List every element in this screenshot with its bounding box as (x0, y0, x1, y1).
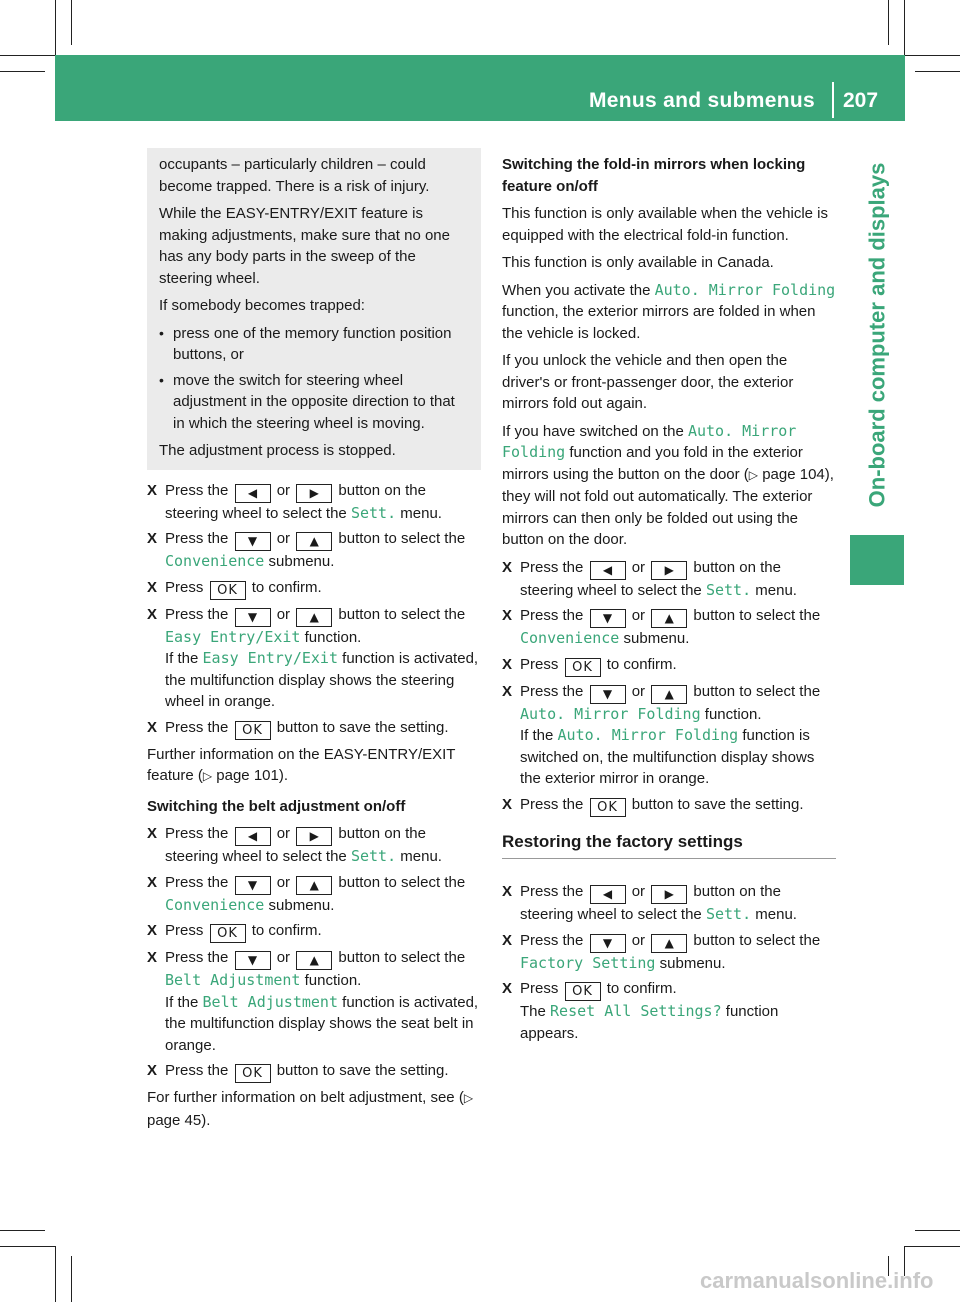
ok-key-icon: OK (210, 924, 246, 943)
info-paragraph: Further information on the EASY-ENTRY/EXIT feature (▷ page 101). (147, 745, 456, 784)
up-arrow-key-icon: ▲ (296, 951, 332, 970)
warning-text: If somebody becomes trapped: (159, 297, 365, 314)
down-arrow-key-icon: ▼ (235, 532, 271, 551)
right-arrow-key-icon: ▶ (651, 885, 687, 904)
instruction-step: X Press the ◀ or ▶ button on the steering wheel to select the Sett. menu. (147, 480, 481, 525)
crop-mark (0, 1230, 45, 1231)
instruction-step: X Press the ▼ or ▲ button to select the Belt Adjustment function. If the Belt Adjustment function is activated, the multifunction display shows the seat belt in orange. (147, 947, 481, 1056)
crop-mark (0, 71, 45, 72)
right-arrow-key-icon: ▶ (296, 484, 332, 503)
display-text: Sett. (705, 580, 752, 599)
down-arrow-key-icon: ▼ (590, 685, 626, 704)
instruction-step: X Press the ▼ or ▲ button to select the Factory Setting submenu. (502, 930, 836, 975)
display-text: Reset All Settings? (550, 1002, 722, 1020)
right-arrow-key-icon: ▶ (296, 827, 332, 846)
up-arrow-key-icon: ▲ (296, 876, 332, 895)
warning-list (159, 323, 469, 435)
chapter-marker (850, 535, 904, 585)
ok-key-icon: OK (565, 982, 601, 1001)
crop-mark (915, 1230, 960, 1231)
page-reference-icon: ▷ (463, 1091, 474, 1105)
display-text: Sett. (350, 847, 397, 865)
down-arrow-key-icon: ▼ (590, 934, 626, 953)
display-text: Convenience (165, 895, 265, 914)
instruction-step: X Press the ◀ or ▶ button on the steering wheel to select the Sett. menu. (502, 881, 836, 926)
display-text: Sett. (705, 905, 752, 923)
crop-mark (0, 55, 55, 56)
ok-key-icon: OK (235, 1064, 271, 1083)
crop-mark (71, 1256, 72, 1302)
left-arrow-key-icon: ◀ (590, 885, 626, 904)
display-text: Factory Setting (520, 953, 656, 972)
instruction-step: X Press the ▼ or ▲ button to select the Convenience submenu. (147, 528, 481, 573)
display-text: Auto. Mirror Folding (502, 421, 797, 461)
body-paragraph: If you unlock the vehicle and then open the driver's or front-passenger door, the exterior mirrors fold out again. (502, 352, 794, 412)
ok-key-icon: OK (565, 658, 601, 677)
left-arrow-key-icon: ◀ (590, 561, 626, 580)
display-text: Sett. (350, 503, 397, 522)
header-divider (832, 82, 834, 118)
body-paragraph: This function is only available when the vehicle is equipped with the electrical fold-in function. (502, 205, 829, 244)
body-paragraph: When you activate the Auto. Mirror Folding function, the exterior mirrors are folded in when the vehicle is locked. (502, 280, 836, 342)
down-arrow-key-icon: ▼ (590, 609, 626, 628)
crop-mark (904, 0, 905, 55)
instruction-step: X Press the ◀ or ▶ button on the steering wheel to select the Sett. menu. (147, 823, 481, 868)
left-arrow-key-icon: ◀ (235, 484, 271, 503)
display-text: Belt Adjustment (165, 971, 301, 989)
crop-mark (71, 0, 72, 45)
right-arrow-key-icon: ▶ (651, 561, 687, 580)
crop-mark (915, 71, 960, 72)
warning-bullet: • press one of the memory function position buttons, or (159, 323, 469, 366)
body-paragraph: If you have switched on the Auto. Mirror Folding function and you fold in the exterior mirrors using the button on the door (▷ page 104), they will not fold out automatically. The exterior mirrors can then only be folded out using the button on the door. (502, 421, 834, 548)
instruction-step: X Press OK to confirm. (147, 577, 481, 600)
display-text: Easy Entry/Exit (165, 627, 301, 646)
instruction-step: X Press the ◀ or ▶ button on the steering wheel to select the Sett. menu. (502, 557, 836, 602)
left-column (147, 150, 481, 1137)
subheading: Switching the fold-in mirrors when locking feature on/off (502, 156, 806, 195)
instruction-step: X Press OK to confirm. (502, 654, 836, 677)
warning-bullet: • move the switch for steering wheel adjustment in the opposite direction to that in which the steering wheel is moving. (159, 370, 469, 435)
crop-mark (55, 0, 56, 55)
instruction-step: X Press the OK button to save the setting. (147, 717, 481, 740)
up-arrow-key-icon: ▲ (651, 685, 687, 704)
crop-mark (905, 55, 960, 56)
instruction-step: X Press OK to confirm. The Reset All Settings? function appears. (502, 978, 836, 1044)
subheading: Switching the belt adjustment on/off (147, 797, 406, 815)
crop-mark (888, 0, 889, 45)
body-paragraph: This function is only available in Canada. (502, 254, 774, 271)
up-arrow-key-icon: ▲ (651, 609, 687, 628)
instruction-step: X Press the ▼ or ▲ button to select the Convenience submenu. (502, 605, 836, 650)
up-arrow-key-icon: ▲ (296, 532, 332, 551)
ok-key-icon: OK (210, 581, 246, 600)
warning-text: While the EASY-ENTRY/EXIT feature is making adjustments, make sure that no one has any body parts in the sweep of the steering wheel. (159, 205, 450, 287)
side-tab (850, 160, 904, 510)
warning-text: occupants – particularly children – could become trapped. There is a risk of injury. (159, 156, 430, 195)
up-arrow-key-icon: ▲ (296, 608, 332, 627)
page-reference-icon: ▷ (202, 769, 213, 783)
instruction-step: X Press the ▼ or ▲ button to select the Convenience submenu. (147, 872, 481, 917)
ok-key-icon: OK (235, 721, 271, 740)
crop-mark (55, 1246, 56, 1302)
instruction-step: X Press the OK button to save the setting. (147, 1060, 481, 1083)
instruction-step: X Press the ▼ or ▲ button to select the Easy Entry/Exit function. If the Easy Entry/Exit function is activated, the multifunction display shows the steering wheel in orange. (147, 604, 481, 713)
crop-mark (0, 1246, 55, 1247)
down-arrow-key-icon: ▼ (235, 608, 271, 627)
page-reference-icon: ▷ (748, 467, 759, 482)
down-arrow-key-icon: ▼ (235, 951, 271, 970)
display-text: Convenience (520, 629, 620, 647)
instruction-step: X Press the ▼ or ▲ button to select the Auto. Mirror Folding function. If the Auto. Mirror Folding function is switched on, the multifunction display shows the exterior mirror in orange. (502, 681, 836, 790)
down-arrow-key-icon: ▼ (235, 876, 271, 895)
watermark: carmanualsonline.info (700, 1268, 934, 1293)
display-text: Convenience (165, 552, 265, 570)
right-column (502, 150, 836, 1048)
display-text: Auto. Mirror Folding (557, 726, 739, 744)
warning-box (147, 148, 481, 470)
ok-key-icon: OK (590, 798, 626, 817)
page-number: 207 (843, 89, 879, 112)
instruction-step: X Press OK to confirm. (147, 920, 481, 943)
crop-mark (905, 1246, 960, 1247)
info-paragraph: For further information on belt adjustment, see (▷ page 45). (147, 1089, 474, 1129)
instruction-step: X Press the OK button to save the setting. (502, 794, 836, 817)
section-heading: Restoring the factory settings (502, 831, 836, 860)
page-title: Menus and submenus (589, 89, 815, 112)
up-arrow-key-icon: ▲ (651, 934, 687, 953)
warning-text: The adjustment process is stopped. (159, 442, 396, 459)
left-arrow-key-icon: ◀ (235, 827, 271, 846)
display-text: Belt Adjustment (202, 992, 338, 1011)
side-tab-label: On-board computer and displays (864, 162, 889, 508)
display-text: Auto. Mirror Folding (520, 704, 701, 723)
display-text: Auto. Mirror Folding (654, 280, 836, 299)
display-text: Easy Entry/Exit (202, 649, 338, 667)
